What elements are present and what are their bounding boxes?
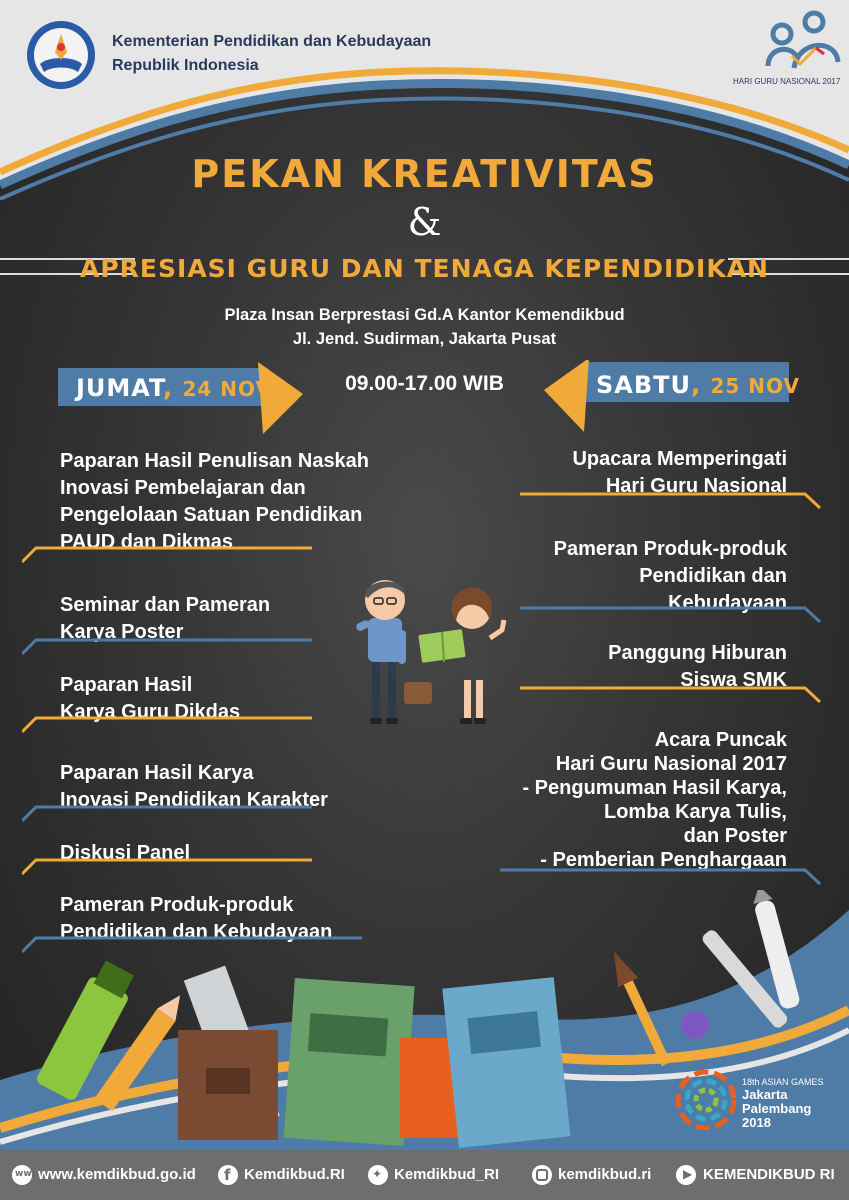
left-item-6-line-1: Pameran Produk-produk xyxy=(60,894,294,916)
friday-label: JUMAT, 24 NOV xyxy=(76,374,272,402)
left-item-2-line-1: Seminar dan Pameran xyxy=(60,594,271,616)
venue-line-2: Jl. Jend. Sudirman, Jakarta Pusat xyxy=(292,330,557,348)
left-item-2-underline xyxy=(22,636,322,658)
left-item-3-underline xyxy=(22,714,322,736)
right-item-4-line-2: Hari Guru Nasional 2017 xyxy=(555,753,787,775)
teachers-illustration xyxy=(352,570,512,730)
right-item-4-line-6: - Pemberian Penghargaan xyxy=(540,849,787,871)
ministry-name xyxy=(112,30,431,78)
youtube-icon: ▶ xyxy=(676,1165,696,1185)
web-icon: www xyxy=(12,1165,32,1185)
title-ampersand: & xyxy=(407,200,442,244)
right-item-2-line-3: Kebudayaan xyxy=(668,592,787,614)
venue xyxy=(0,303,849,351)
left-item-1-line-3: Pengelolaan Satuan Pendidikan xyxy=(60,504,363,526)
right-item-3-line-1: Panggung Hiburan xyxy=(608,642,787,664)
footer-web-link[interactable]: www.kemdikbud.go.id xyxy=(38,1166,196,1183)
left-item-6-line-2: Pendidikan dan Kebudayaan xyxy=(60,921,333,943)
right-item-3-underline xyxy=(520,684,825,706)
ministry-line-2: Republik Indonesia xyxy=(112,57,259,74)
right-item-2-line-1: Pameran Produk-produk xyxy=(553,538,787,560)
footer-twitter-link[interactable]: Kemdikbud_RI xyxy=(394,1166,500,1183)
facebook-icon: f xyxy=(218,1165,238,1185)
saturday-date: 25 NOV xyxy=(710,374,800,398)
saturday-day: SABTU xyxy=(596,371,692,399)
title-line-1: PEKAN KREATIVITAS xyxy=(191,152,658,196)
friday-day: JUMAT xyxy=(76,374,163,402)
footer-instagram-link[interactable]: kemdikbud.ri xyxy=(558,1166,652,1183)
twitter-icon: ✦ xyxy=(368,1165,388,1185)
right-item-4-line-1: Acara Puncak xyxy=(654,729,787,751)
right-item-4-line-4: Lomba Karya Tulis, xyxy=(603,801,787,823)
right-item-1-line-1: Upacara Memperingati xyxy=(572,448,787,470)
ministry-line-1: Kementerian Pendidikan dan Kebudayaan xyxy=(112,33,432,50)
left-item-1-underline xyxy=(22,544,322,566)
left-item-1-line-2: Inovasi Pembelajaran dan xyxy=(60,477,306,499)
left-item-1 xyxy=(60,448,369,556)
right-item-4 xyxy=(522,728,787,872)
saturday-label: SABTU, 25 NOV xyxy=(596,371,800,399)
left-item-4-line-1: Paparan Hasil Karya xyxy=(60,762,254,784)
left-item-3-line-1: Paparan Hasil xyxy=(60,674,193,696)
asian-games-logo xyxy=(676,1070,736,1130)
left-item-2-line-2: Karya Poster xyxy=(60,621,184,643)
left-item-1-line-4: PAUD dan Dikmas xyxy=(60,531,234,553)
asian-games-text xyxy=(742,1077,824,1130)
left-item-1-line-1: Paparan Hasil Penulisan Naskah xyxy=(60,450,370,472)
left-item-5-line-1: Diskusi Panel xyxy=(60,842,191,864)
left-item-3-line-2: Karya Guru Dikdas xyxy=(60,701,241,723)
hgn-caption: HARI GURU NASIONAL 2017 xyxy=(733,77,841,86)
left-item-5-underline xyxy=(22,856,322,878)
kemdikbud-logo xyxy=(26,20,96,90)
right-item-1-underline xyxy=(520,490,825,512)
right-item-4-underline xyxy=(500,866,825,888)
instagram-icon xyxy=(532,1165,552,1185)
asian-games-year: 2018 xyxy=(742,1115,771,1130)
right-item-2-underline xyxy=(520,604,825,626)
title-line-2: APRESIASI GURU DAN TENAGA KEPENDIDIKAN xyxy=(80,254,769,283)
footer-facebook-link[interactable]: Kemdikbud.RI xyxy=(244,1166,345,1183)
event-time: 09.00-17.00 WIB xyxy=(345,372,504,395)
right-item-1-line-2: Hari Guru Nasional xyxy=(605,475,787,497)
right-item-4-line-3: - Pengumuman Hasil Karya, xyxy=(522,777,787,799)
asian-games-line-1: Jakarta xyxy=(742,1087,788,1102)
right-item-2-line-2: Pendidikan dan xyxy=(639,565,787,587)
left-item-4-line-2: Inovasi Pendidikan Karakter xyxy=(60,789,328,811)
footer-youtube-link[interactable]: KEMENDIKBUD RI xyxy=(703,1166,835,1183)
venue-line-1: Plaza Insan Berprestasi Gd.A Kantor Kemendikbud xyxy=(224,306,625,324)
right-item-3-line-2: Siswa SMK xyxy=(680,669,787,691)
left-item-4-underline xyxy=(22,803,322,825)
asian-games-line-2: Palembang xyxy=(742,1101,812,1116)
friday-date: 24 NOV xyxy=(182,377,272,401)
asian-games-small: 18th ASIAN GAMES xyxy=(742,1077,824,1087)
right-item-4-line-5: dan Poster xyxy=(683,825,787,847)
